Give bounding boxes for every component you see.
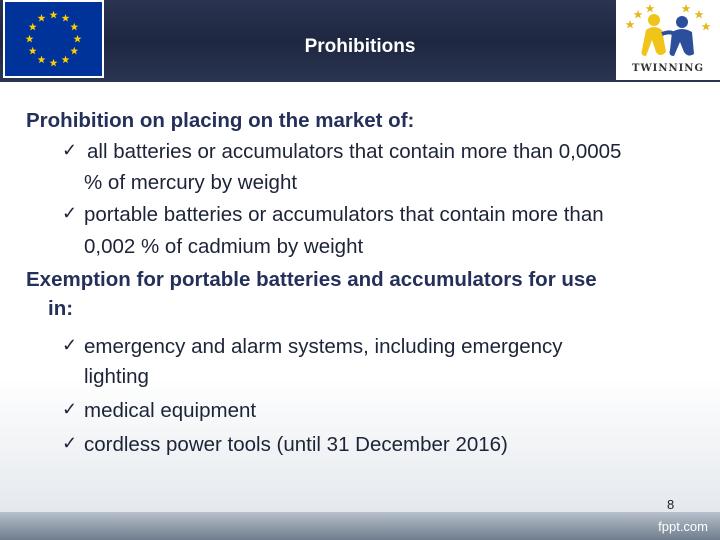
check-icon: ✓	[62, 433, 78, 453]
list-item-cadmium-line1: portable batteries or accumulators that contain more than	[84, 203, 604, 226]
list-item-emergency-line1: emergency and alarm systems, including emergency	[84, 335, 563, 358]
list-item-emergency-line2: lighting	[84, 365, 149, 388]
twinning-logo-text: TWINNING	[632, 63, 704, 74]
list-item-medical: medical equipment	[84, 399, 257, 422]
slide-title: Prohibitions	[304, 36, 416, 57]
list-item-mercury-line2: % of mercury by weight	[84, 171, 298, 194]
list-item-cadmium-line2: 0,002 % of cadmium by weight	[84, 235, 364, 258]
check-icon: ✓	[62, 140, 78, 160]
page-number: 8	[667, 497, 675, 512]
footer-bar	[0, 512, 720, 540]
heading-exemption-line1: Exemption for portable batteries and accumulators for use	[26, 268, 597, 291]
list-item-cordless: cordless power tools (until 31 December 2016)	[84, 433, 508, 456]
check-icon: ✓	[62, 203, 78, 223]
heading-exemption-line2: in:	[48, 297, 74, 320]
brand-label: fppt.com	[658, 519, 708, 534]
check-icon: ✓	[62, 335, 78, 355]
check-icon: ✓	[62, 399, 78, 419]
list-item-mercury-line1: all batteries or accumulators that contain more than 0,0005	[87, 140, 622, 163]
heading-prohibition: Prohibition on placing on the market of:	[26, 109, 415, 132]
